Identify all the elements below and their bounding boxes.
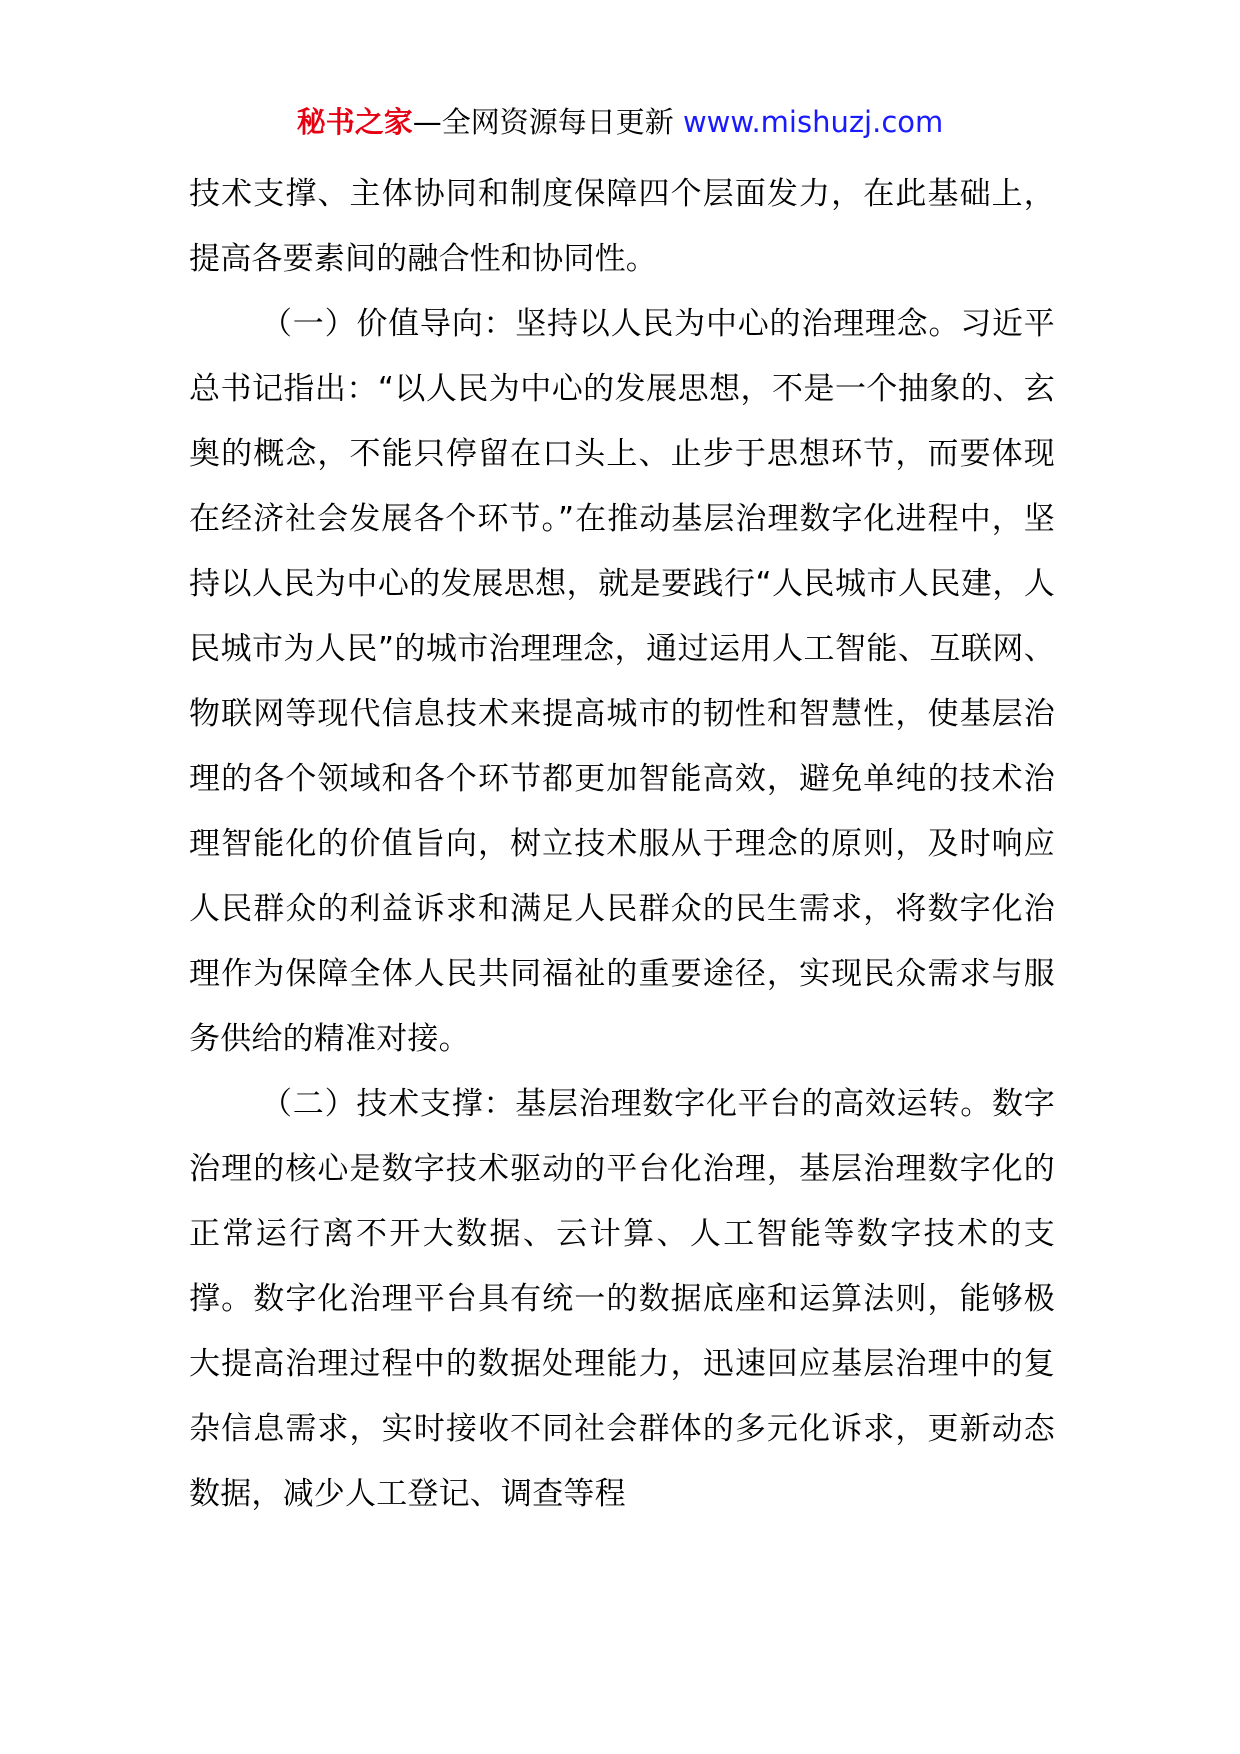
header-url-link[interactable]: www.mishuzj.com xyxy=(682,105,944,139)
document-body xyxy=(189,162,1055,1527)
header-tagline: —全网资源每日更新 xyxy=(412,105,674,139)
paragraph-value-orientation: （一）价值导向：坚持以人民为中心的治理理念。习近平总书记指出：“以人民为中心的发展思想，不是一个抽象的、玄奥的概念，不能只停留在口头上、止步于思想环节，而要体现在经济社会发展各个环节。”在推动基层治理数字化进程中，坚持以人民为中心的发展思想，就是要践行“人民城市人民建，人民城市为人民”的城市治理理念，通过运用人工智能、互联网、物联网等现代信息技术来提高城市的韧性和智慧性，使基层治理的各个领域和各个环节都更加智能高效，避免单纯的技术治理智能化的价值旨向，树立技术服从于理念的原则，及时响应人民群众的利益诉求和满足人民群众的民生需求，将数字化治理作为保障全体人民共同福祉的重要途径，实现民众需求与服务供给的精准对接。 xyxy=(189,306,1055,1057)
paragraph-technical-support: （二）技术支撑：基层治理数字化平台的高效运转。数字治理的核心是数字技术驱动的平台化治理，基层治理数字化的正常运行离不开大数据、云计算、人工智能等数字技术的支撑。数字化治理平台具有统一的数据底座和运算法则，能够极大提高治理过程中的数据处理能力，迅速回应基层治理中的复杂信息需求，实时接收不同社会群体的多元化诉求，更新动态数据，减少人工登记、调查等程 xyxy=(189,1086,1055,1512)
paragraph-continuation: 技术支撑、主体协同和制度保障四个层面发力，在此基础上，提高各要素间的融合性和协同性。 xyxy=(189,176,1055,277)
brand-name: 秘书之家 xyxy=(296,105,413,139)
page-header xyxy=(0,100,1240,144)
